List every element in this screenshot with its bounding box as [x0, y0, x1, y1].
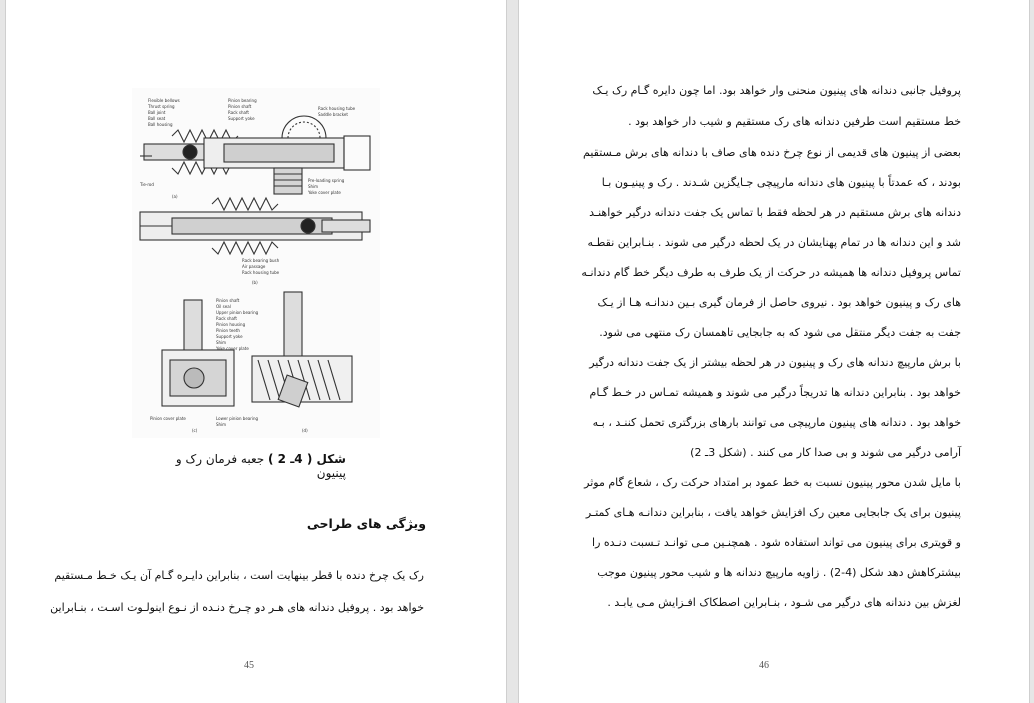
callout-label: Saddle bracket [318, 112, 348, 117]
callout-label: Pinion cover plate [150, 416, 186, 421]
callout-label: Ball seat [148, 116, 166, 121]
body-text-line: رک یک چرخ دنده با قطر بینهایت است ، بنابراین دایـره گـام آن یـک خـط مـستقیم [54, 569, 424, 582]
body-text-line: جفت به جفت دیگر منتقل می شود که به جابجایی تاهمسان رک منتهی می شود. [599, 326, 961, 339]
callout-label: Shim [216, 340, 227, 345]
body-text-line: با برش مارپیچ دندانه های رک و پینیون در هر لحظه بیشتر از یک جفت دندانه درگیر [589, 356, 961, 369]
body-text-line: لغزش بین دندانه های درگیر می شـود ، بنـابراین اصطکاک افـزایش مـی یابـد . [607, 596, 961, 609]
document-page-left [6, 0, 506, 703]
callout-label: Pre-loading spring [308, 178, 345, 183]
callout-label: Thrust spring [148, 104, 175, 109]
body-text-line: و قویتری برای پینیون می تواند استفاده شود . همچنـین مـی توانـد تـسبت دنـده را [592, 536, 961, 549]
callout-label: Oil seal [216, 304, 231, 309]
body-text-line: پروفیل جانبی دندانه های پینیون منحنی وار خواهد بود. اما چون دایره گـام رک یـک [592, 84, 961, 97]
page-number: 45 [244, 660, 254, 671]
callout-label: Pinion housing [216, 322, 246, 327]
body-text-line: بعضی از پینیون های قدیمی از نوع چرخ دنده های صاف با دندانه های برش مـستقیم [583, 146, 961, 159]
callout-label: Pinion shaft [228, 104, 252, 109]
sub-figure-label: (b) [252, 280, 258, 285]
callout-label: Support yoke [228, 116, 255, 121]
callout-label: Shim [216, 422, 227, 427]
figure-caption-label: شکل ( 4ـ 2 ) [267, 452, 346, 466]
callout-label: Pinion bearing [228, 98, 257, 103]
callout-label: Rack shaft [228, 110, 249, 115]
callout-label: Support yoke [216, 334, 243, 339]
callout-label: Rack housing tube [318, 106, 356, 111]
body-text-line: خواهد بود . دندانه های پینیون مارپیچی می توانند بارهای بزرگتری تحمل کننـد ، بـه [592, 416, 961, 429]
callout-label: Upper pinion bearing [216, 310, 259, 315]
body-text-line: تماس پروفیل دندانه ها همیشه در حرکت از یک طرف به طرف دیگر خط گام دندانـه [581, 266, 961, 279]
callout-label: Shim [308, 184, 319, 189]
page-number: 46 [759, 660, 769, 671]
body-text-line: خواهد بود . بنابراین دندانه ها تدریجاً درگیر می شوند و همیشه تمـاس در خـط گـام [589, 386, 961, 399]
rack-and-pinion-figure [132, 88, 380, 438]
callout-label: Pinion shaft [216, 298, 240, 303]
body-text-line: دندانه های برش مستقیم در هر لحظه فقط با تماس یک جفت دندانه درگیر خواهنـد [589, 206, 961, 219]
callout-label: Yoke cover plate [216, 346, 249, 351]
sub-figure-label: (d) [302, 428, 308, 433]
callout-label: Rack shaft [216, 316, 237, 321]
callout-label: Flexible bellows [148, 98, 180, 103]
figure-caption-text: جعبه فرمان رک و پینیون [175, 452, 346, 480]
callout-label: Ball joint [148, 110, 166, 115]
figure-caption [156, 452, 346, 480]
callout-label: Lower pinion bearing [216, 416, 259, 421]
body-text-line: های رک و پینیون خواهد بود . نیروی حاصل از فرمان گیری بـین دندانـه هـا از یـک [597, 296, 961, 309]
section-heading: ویژگی های طراحی [306, 516, 426, 531]
callout-label: Pinion teeth [216, 328, 240, 333]
body-text-line: آرامی درگیر می شوند و بی صدا کار می کنند . (شکل 3ـ 2) [690, 446, 961, 459]
body-text-line: پینیون برای یک جابجایی معین رک افزایش خواهد یافت ، بنابراین دندانـه هـای کمتـر [585, 506, 961, 519]
callout-label: Air passage [242, 264, 266, 269]
callout-label: Ball housing [148, 122, 173, 127]
body-text-line: خواهد بود . پروفیل دندانه های هـر دو چـرخ دنـده از نـوع اینولـوت اسـت ، بنـابراین [50, 601, 424, 614]
document-page-right [519, 0, 1029, 703]
body-text-line: خط مستقیم است طرفین دندانه های رک مستقیم و شیب دار خواهد بود . [628, 115, 961, 128]
body-text-line: با مایل شدن محور پینیون نسبت به خط عمود بر امتداد حرکت رک ، شعاع گام موثر [584, 476, 961, 489]
sub-figure-label: (c) [192, 428, 198, 433]
sub-figure-label: (a) [172, 194, 178, 199]
callout-label: Yoke cover plate [308, 190, 341, 195]
callout-label: Rack bearing bush [242, 258, 280, 263]
callout-label: Rack housing tube [242, 270, 280, 275]
steering-gear-drawing [132, 88, 380, 438]
body-text-line: بیشترکاهش دهد شکل (4-2) . زاویه مارپیچ دندانه ها و شیب محور پینیون موجب [597, 566, 961, 579]
body-text-line: شد و این دندانه ها در تمام پهنایشان در یک لحظه درگیر می شوند . بنـابراین نقطـه [587, 236, 961, 249]
callout-label: Tie-rod [140, 182, 154, 187]
body-text-line: بودند ، که عمدتاً با پینیون های دندانه مارپیچی جـایگزین شـدند . رک و پینیـون بـا [601, 176, 961, 189]
